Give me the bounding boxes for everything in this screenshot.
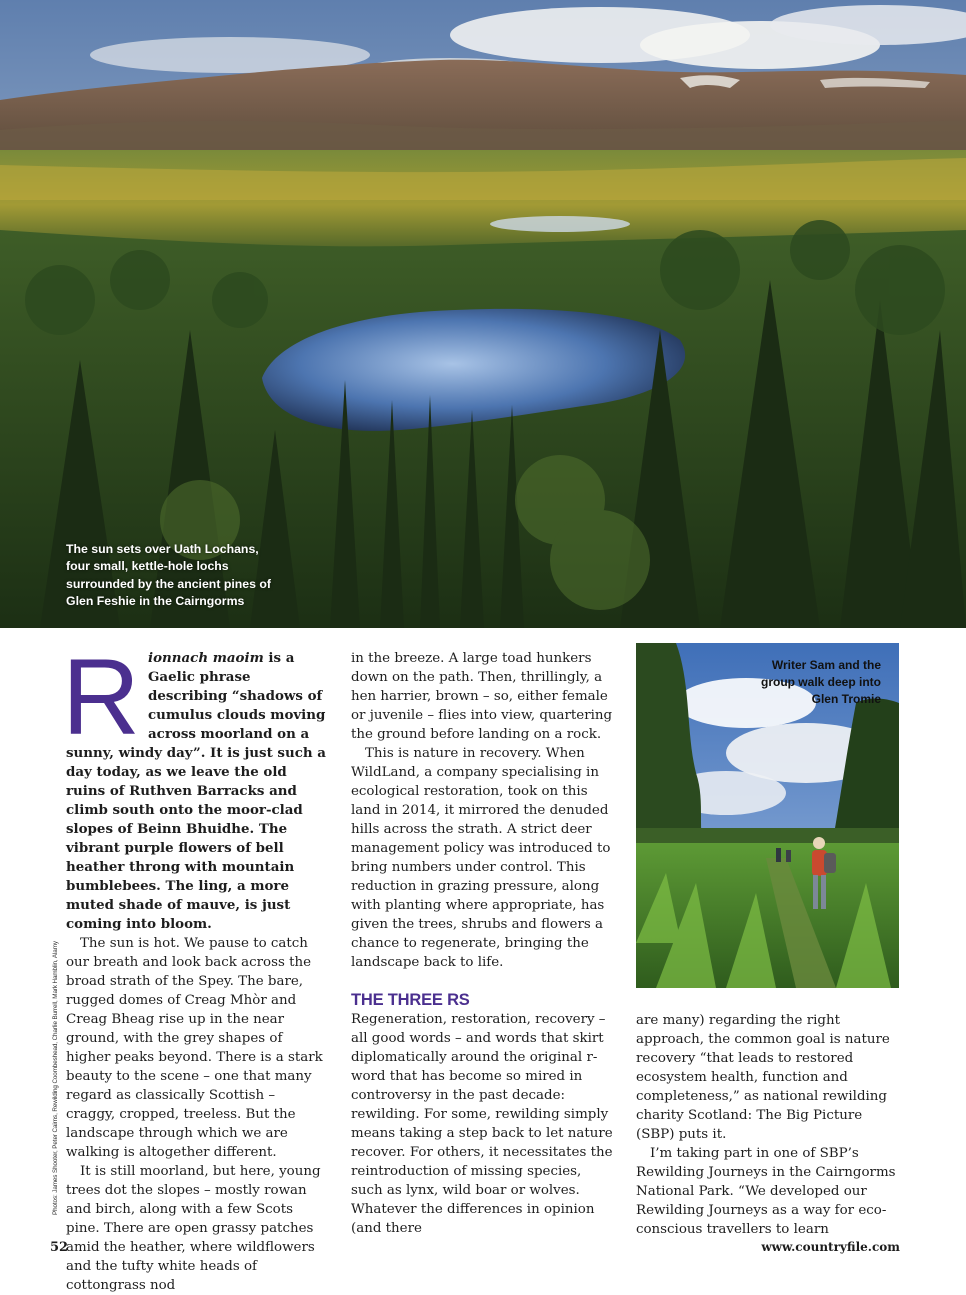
lede-paragraph bbox=[62, 636, 328, 934]
body-paragraph: It is still moorland, but here, young trees dot the slopes – mostly rowan and birch, along with a few Scots pine. There are open grassy patches amid the heather, where wildflowers and the tufty white heads of cottongrass nod bbox=[66, 1164, 321, 1293]
body-paragraph: in the breeze. A large toad hunkers down on the path. Then, thrillingly, a hen harrier, brown – so, either female or juvenile – flies into view, quartering the ground before landing on a rock. bbox=[351, 651, 613, 742]
website-url: www.countryfile.com bbox=[761, 1240, 900, 1254]
drop-cap: R bbox=[62, 636, 140, 757]
photo-credit: Photos: James Shooter, Peter Cairns, Rewilding Coombeshead, Charlie Burrell, Mark Hamblin, Alamy bbox=[52, 941, 59, 1215]
body-paragraph: Regeneration, restoration, recovery – all good words – and words that skirt diplomatically around the original r-word that has become so mired in controversy in the past decade: rewilding. For some, rewilding simply means taking a step back to let nature recover. For others, it necessitates the reintroduction of missing species, such as lynx, wild boar or wolves. Whatever the differences in opinion (and there bbox=[351, 1012, 613, 1236]
hero-photo bbox=[0, 0, 966, 628]
body-paragraph: The sun is hot. We pause to catch our breath and look back across the broad strath of the Spey. The bare, rugged domes of Creag Mhòr and Creag Bheag rise up in the near ground, with the grey shapes of higher peaks beyond. There is a stark beauty to the scene – one that many regard as classically Scottish – craggy, cropped, treeless. But the landscape through which we are walking is altogether different. bbox=[66, 936, 323, 1160]
body-paragraph: I’m taking part in one of SBP’s Rewilding Journeys in the Cairngorms National Park. “We developed our Rewilding Journeys as a way for eco-conscious travellers to learn bbox=[636, 1146, 896, 1237]
section-subhead: THE THREE RS bbox=[351, 991, 470, 1009]
article-column-2 bbox=[351, 649, 613, 1238]
hero-caption: The sun sets over Uath Lochans, four small, kettle-hole lochs surrounded by the ancient pines of Glen Feshie in the Cairngorms bbox=[66, 542, 271, 609]
inset-photo bbox=[636, 643, 899, 988]
lede-italic-phrase: ionnach maoim bbox=[148, 650, 264, 666]
article-column-1 bbox=[62, 636, 328, 1295]
lede-text: is a Gaelic phrase describing “shadows of cumulus clouds moving across moorland on a sunny, windy day”. It is just such a day today, as we leave the old ruins of Ruthven Barracks and climb south onto the moor-clad slopes of Beinn Bhuidhe. The vibrant purple flowers of bell heather throng with mountain bumblebees. The ling, a more muted shade of mauve, is just coming into bloom. bbox=[66, 650, 326, 932]
uath-lochans-landscape bbox=[0, 0, 966, 628]
inset-caption: Writer Sam and the group walk deep into Glen Tromie bbox=[760, 658, 881, 706]
body-paragraph: This is nature in recovery. When WildLand, a company specialising in ecological restoration, took on this land in 2014, it mirrored the denuded hills across the strath. A strict deer management policy was introduced to bring numbers under control. This reduction in grazing pressure, along with planting where appropriate, has given the trees, shrubs and flowers a chance to regenerate, bringing the landscape back to life. bbox=[351, 746, 611, 970]
article-column-3 bbox=[636, 1011, 902, 1239]
body-paragraph: are many) regarding the right approach, the common goal is nature recovery “that leads to restored ecosystem health, function and completeness,” as national rewilding charity Scotland: The Big Picture (SBP) puts it. bbox=[636, 1013, 890, 1142]
page-number: 52 bbox=[50, 1240, 69, 1255]
